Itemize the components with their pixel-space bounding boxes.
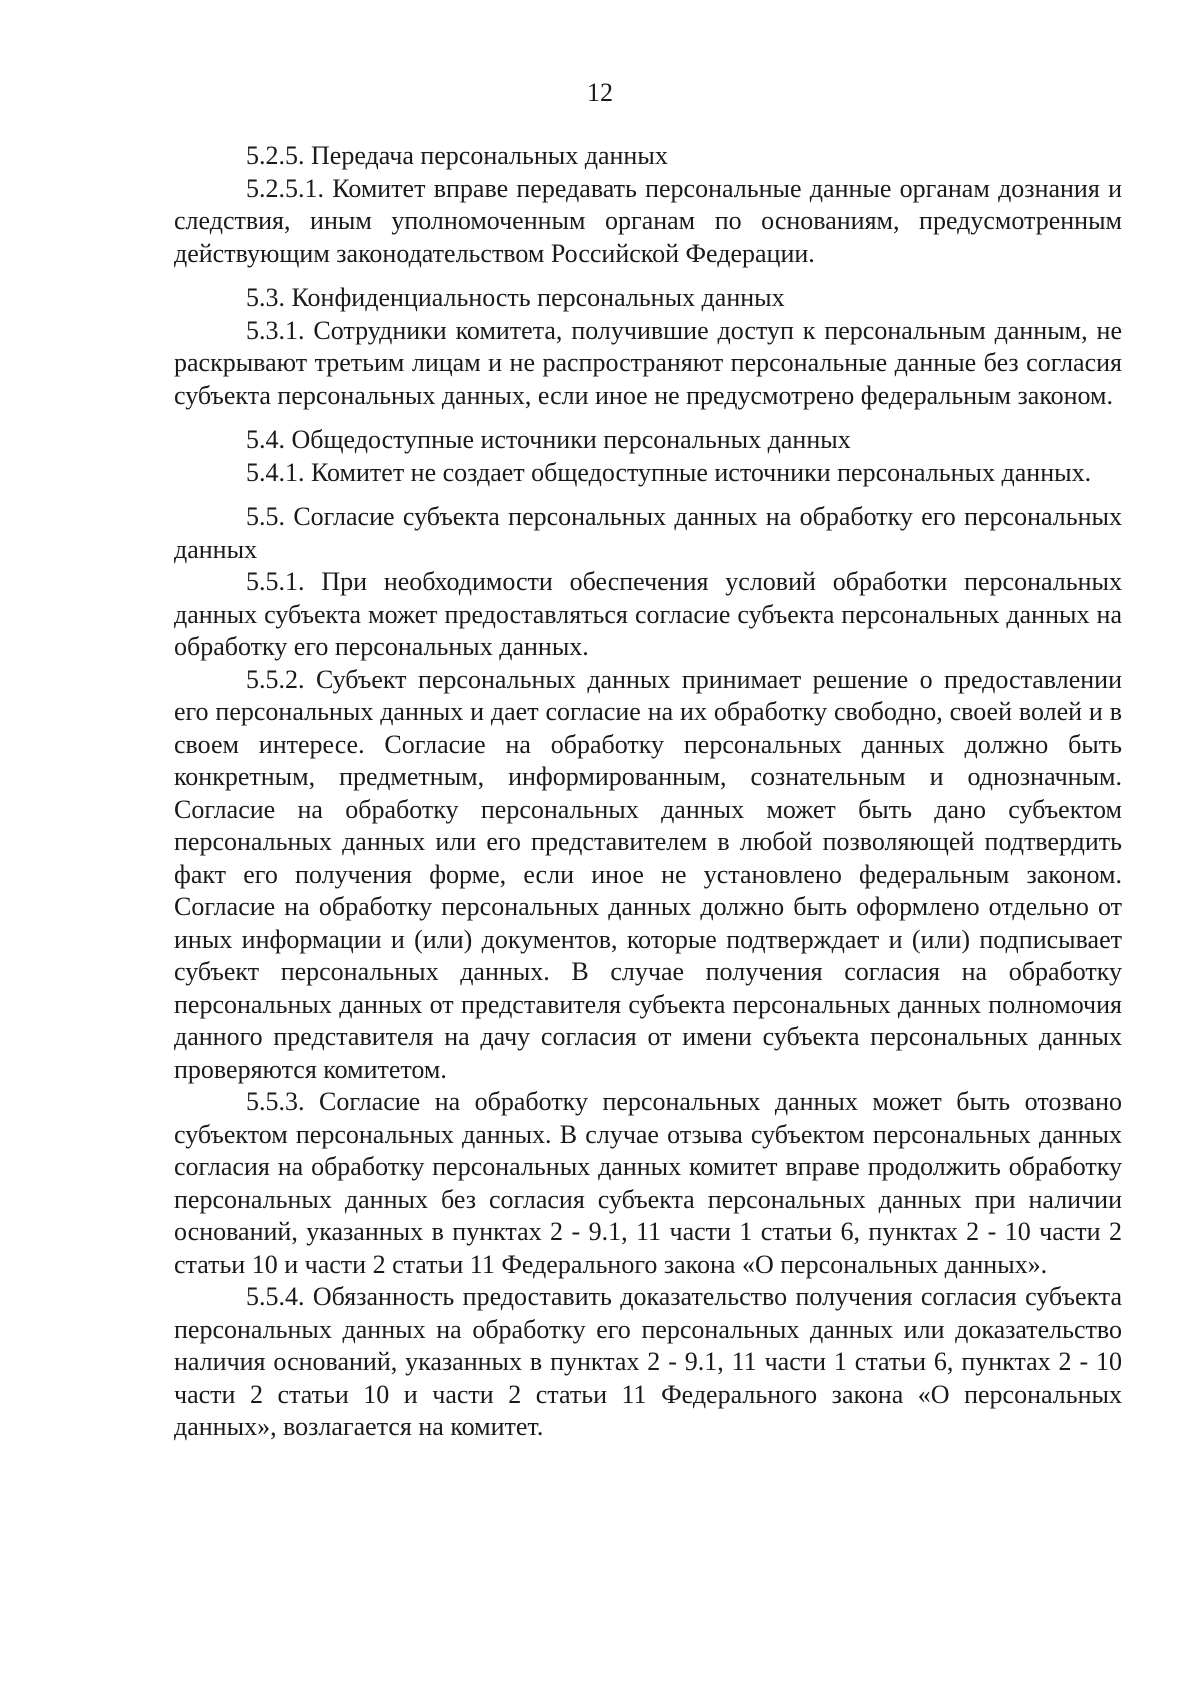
paragraph-5-5-4: 5.5.4. Обязанность предоставить доказательство получения согласия субъекта персональных данных на обработку его персональных данных или доказательство наличия оснований, указанных в пунктах 2 - 9.1, 11 части 1 статьи 6, пунктах 2 - 10 части 2 статьи 10 и части 2 статьи 11 Федерального закона «О персональных данных», возлагается на комитет. [174,1282,1122,1441]
paragraph-5-2-5-1: 5.2.5.1. Комитет вправе передавать персональные данные органам дознания и следствия, иным уполномоченным органам по основаниям, предусмотренным действующим законодательством Российской Федерации. [174,173,1122,268]
section-heading-5-2-5: 5.2.5. Передача персональных данных [246,141,668,170]
document-body [174,140,1122,1444]
paragraph-5-3-1: 5.3.1. Сотрудники комитета, получившие доступ к персональным данным, не раскрывают третьим лицам и не распространяют персональные данные без согласия субъекта персональных данных, если иное не предусмотрено федеральным законом. [174,315,1122,410]
paragraph-5-4-1: 5.4.1. Комитет не создает общедоступные источники персональных данных. [246,457,1092,487]
section-heading-5-4: 5.4. Общедоступные источники персональных данных [246,425,851,454]
paragraph-5-5-1: 5.5.1. При необходимости обеспечения условий обработки персональных данных субъекта может предоставляться согласие субъекта персональных данных на обработку его персональных данных. [174,567,1122,661]
paragraph-5-5-3: 5.5.3. Согласие на обработку персональных данных может быть отозвано субъектом персональных данных. В случае отзыва субъектом персональных данных согласия на обработку персональных данных комитет вправе продолжить обработку персональных данных без согласия субъекта персональных данных при наличии оснований, указанных в пунктах 2 - 9.1, 11 части 1 статьи 6, пунктах 2 - 10 части 2 статьи 10 и части 2 статьи 11 Федерального закона «О персональных данных». [174,1087,1122,1279]
section-heading-5-3: 5.3. Конфиденциальность персональных данных [246,283,785,312]
section-heading-5-5: 5.5. Согласие субъекта персональных данных на обработку его персональных данных [174,502,1122,564]
page-number: 12 [587,78,613,107]
paragraph-5-5-2: 5.5.2. Субъект персональных данных принимает решение о предоставлении его персональных данных и дает согласие на их обработку свободно, своей волей и в своем интересе. Согласие на обработку персональных данных должно быть конкретным, предметным, информированным, сознательным и однозначным. Согласие на обработку персональных данных может быть дано субъектом персональных данных или его представителем в любой позволяющей подтвердить факт его получения форме, если иное не установлено федеральным законом. Согласие на обработку персональных данных должно быть оформлено отдельно от иных информации и (или) документов, которые подтверждает и (или) подписывает субъект персональных данных. В случае получения согласия на обработку персональных данных от представителя субъекта персональных данных полномочия данного представителя на дачу согласия от имени субъекта персональных данных проверяются комитетом. [174,664,1122,1084]
